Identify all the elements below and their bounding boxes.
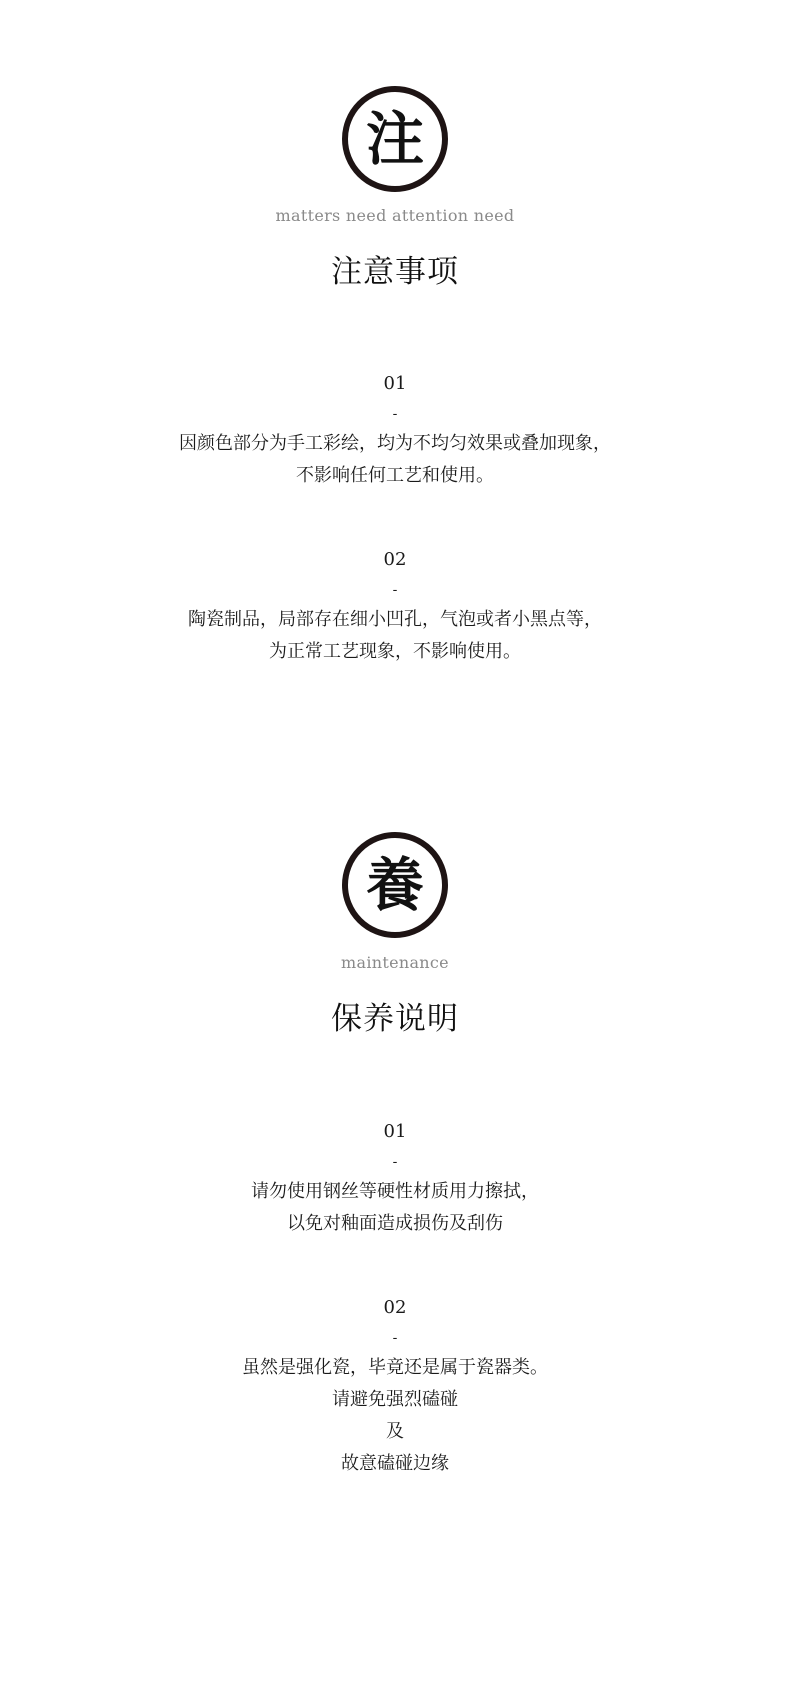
notice-item-1-number: 01 [383,373,407,394]
maintenance-title: 保养说明 [331,1001,459,1037]
maintenance-item-1-line-1: 请勿使用钢丝等硬性材质用力擦拭， [251,1181,539,1202]
notice-badge [342,86,448,192]
maintenance-item-1-number: 01 [383,1121,407,1142]
maintenance-item-1-dash: - [392,1154,398,1170]
maintenance-item-2-line-3: 及 [386,1421,404,1442]
maintenance-item-2-line-4: 故意磕碰边缘 [341,1453,449,1474]
notice-subtitle-en: matters need attention need [275,206,515,225]
notice-item-2-line-1: 陶瓷制品，局部存在细小凹孔，气泡或者小黑点等， [188,609,602,630]
notice-item-1-line-1: 因颜色部分为手工彩绘，均为不均匀效果或叠加现象， [179,433,611,454]
maintenance-item-2-number: 02 [383,1297,407,1318]
notice-item-2 [0,548,790,668]
maintenance-item-2-line-2: 请避免强烈磕碰 [332,1389,458,1410]
notice-item-2-number: 02 [383,549,407,570]
notice-item-1-line-2: 不影响任何工艺和使用。 [296,465,494,486]
notice-item-1 [0,372,790,492]
maintenance-badge-char: 養 [365,851,424,919]
maintenance-item-2 [0,1296,790,1480]
maintenance-item-1-line-2: 以免对釉面造成损伤及刮伤 [287,1213,503,1234]
notice-item-2-dash: - [392,582,398,598]
notice-title: 注意事项 [331,254,459,290]
maintenance-item-2-line-1: 虽然是强化瓷，毕竟还是属于瓷器类。 [242,1357,548,1378]
notice-badge-char: 注 [365,105,424,173]
notice-item-2-line-2: 为正常工艺现象，不影响使用。 [269,641,521,662]
maintenance-item-1 [0,1120,790,1240]
maintenance-subtitle-en: maintenance [341,953,449,972]
notice-item-1-dash: - [392,406,398,422]
maintenance-item-2-dash: - [392,1330,398,1346]
maintenance-badge [342,832,448,938]
